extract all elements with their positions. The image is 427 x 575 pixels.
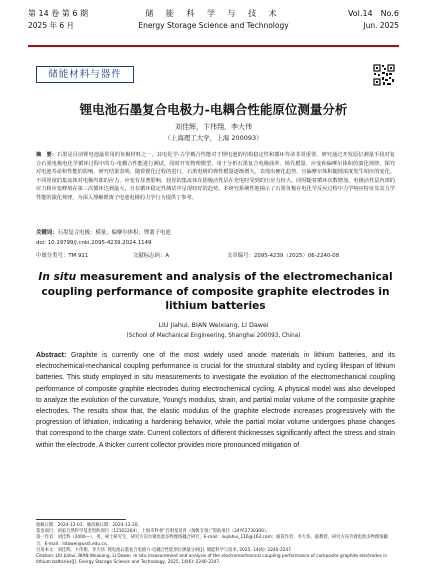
header-rule [28,45,399,47]
date-cn: 2025 年 6 月 [28,21,75,30]
article-title-cn: 锂电池石墨复合电极力-电耦合性能原位测量分析 [79,102,348,117]
footnote-author: 第一作者：刘佳辉（2000—），男，硕士研究生，研究方向为锂电池多物理场耦合研究，E-mail：liujiahui_116@163.com；通讯作者：李大伟，副教授，研究方向为锂电池多物理场耦合，E-mail：lidawei@usst.edu.cn。 [36,535,388,547]
issue-info-en [348,8,399,32]
abstract-text-en: Graphite is currently one of the most widely used anode materials in lithium batteries, and its electrochemical-mechanical coupling performance is crucial for the structural stability and cycling lifespan of lithium batteries. This study employed in situ measurements to investigate the evolution of the electromechanical coupling performance of composite graphite electrodes during electrochemical cycling. A physical model was also developed to analyze the evolution of the curvature, Young's modulus, strain, and partial molar volume of the composite graphite electrodes. The results show that, the elastic modulus of the graphite electrode increases progressively with the progression of lithiation, indicating a hardening behavior, while the partial molar volume undergoes phase changes that correspond to the charge state. Current collectors of different thicknesses significantly affect the stress and strain within the electrode. A thicker current collector provides more pronounced mitigation of [36,352,395,449]
section-category: 储能材料与器件 [36,66,134,83]
abstract-text-cn: 石墨是目前锂电池最常用的负极材料之一，其电化学-力学耦合性能对于锂电池的结构稳定性和循环寿命非常重要。研究通过开发原位测量手段对复合石墨电极电化学循环过程中的力-电耦合性能进行测试，同时开发物理模型，用于分析石墨复合电极曲率、杨氏模量、应变和偏摩尔体积的演化规律，探究对电池寿命和性能的影响。研究结果表明，随着锂化过程的进行，石墨电极的弹性模量逐渐增大，表现出硬化趋势，且偏摩尔体积随锂浓度发生相应的变化。不同厚度的集流体对电极内部的应力、应变有显著影响，较厚的集流体在阴极活性层在充电时受到的压应力较大。同时随着循环次数增加，电极活性层内部的应力和应变峰值在第三次循环达到最大，且在循环稳定性测试中呈现较好的趋势。本研究系统性地揭示了石墨负极在电化学反应过程中力学响应特征及其力学性能的演化规律，为深入理解锂离子电池电极的力学行为提供了参考。 [36,152,395,201]
journal-name [28,8,399,32]
abstract-label-cn: 摘 要： [36,152,58,158]
title-italic-en: In situ [38,271,77,283]
title-rest-en: measurement and analysis of the electromechanical coupling performance of composite graphite electrodes in lithium batteries [41,271,393,312]
footnote-fund: 基金项目：国家自然科学基金资助项目（12102264），上海市科委“启明星培育（扬帆专项）”资助项目（24YF2730300）。 [36,529,271,535]
abstract-label-en: Abstract: [36,352,67,359]
volume-issue-cn: 第 14 卷 第 6 期 [28,9,88,18]
article-number: 文章编号：2095-4239（2025）06-2240-08 [227,253,340,259]
clc-number: 中图分类号：TM 911 [36,253,89,259]
journal-name-en: Energy Storage Science and Technology [138,21,289,30]
authors-cn: 刘佳辉，卞伟翔，李大伟 [175,123,252,131]
article-title-en [36,270,395,314]
affiliation-cn: （上海理工大学，上海 200093） [164,134,263,142]
footnote-citation-en: Citation: LIU Jiahui, BIAN Weixiang, LI Dawei. In situ measurement and analysis of the electromechanical coupling performance of composite graphite electrodes in lithium batteries[J]. Energy Storage Science and Technology, 2025, 14(6): 2240-2247. [36,554,388,566]
journal-name-cn: 储 能 科 学 与 技 术 [145,9,282,18]
doi[interactable]: doi: 10.19799/j.cnki.2095-4239.2024.1149 [36,240,152,246]
date-en: Jun. 2025 [363,21,399,30]
footnote [36,523,395,566]
keywords-text-cn: 石墨复合电极；模量；偏摩尔体积；锂离子电池 [57,230,171,236]
footnote-rule [36,519,126,520]
authors-en: LIU Jiahui, BIAN Weixiang, LI Dawei [158,322,269,329]
keywords-label-cn: 关键词： [36,230,58,236]
footnote-received: 收稿日期：2024-12-01；修改稿日期：2024-12-20。 [36,523,142,528]
footnote-citation-cn: 引用本文：刘佳辉，卞伟翔，李大伟. 锂电池石墨复合电极力-电耦合性能原位测量分析[J]. 储能科学与技术, 2025, 14(6): 2240-2247. [36,547,293,553]
qr-code-icon [373,64,395,86]
keywords-cn [36,229,395,237]
journal-header [28,8,399,50]
abstract-en [36,350,395,451]
classification-row [36,251,395,259]
document-code: 文献标志码：A [133,253,170,259]
abstract-cn [36,151,395,203]
volume-issue-en: Vol.14 No.6 [347,9,399,18]
affiliation-en: (School of Mechanical Engineering, Shanghai 200093, China) [126,333,301,339]
